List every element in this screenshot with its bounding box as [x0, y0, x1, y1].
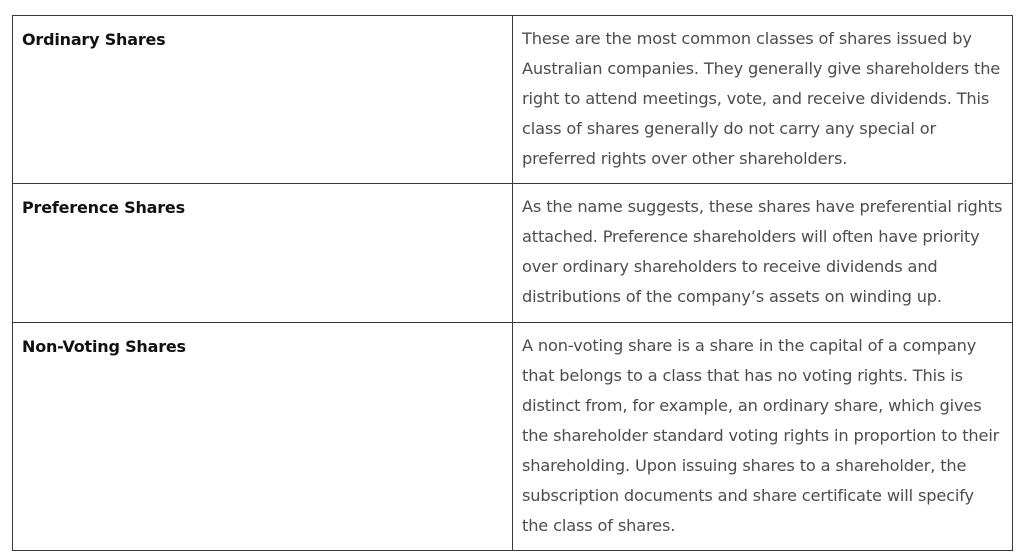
share-name-ordinary: Ordinary Shares — [22, 30, 166, 49]
table-row-preference-shares — [13, 184, 1013, 323]
share-classes-table — [12, 15, 1013, 551]
table-row-ordinary-shares — [13, 16, 1013, 184]
table-row-non-voting-shares — [13, 323, 1013, 551]
share-name-cell — [13, 184, 513, 323]
share-description-ordinary: These are the most common classes of shares issued by Australian companies. They generally give shareholders the right to attend meetings, vote, and receive dividends. This class of shares generally do not carry any special or preferred rights over other shareholders. — [522, 29, 1001, 168]
share-name-cell — [13, 323, 513, 551]
share-name-cell — [13, 16, 513, 184]
share-description-preference: As the name suggests, these shares have preferential rights attached. Preference shareholders will often have priority over ordinary shareholders to receive dividends and distributions of the company’s assets on winding up. — [522, 197, 1003, 306]
share-description-non-voting: A non-voting share is a share in the capital of a company that belongs to a class that has no voting rights. This is distinct from, for example, an ordinary share, which gives the shareholder standard voting rights in proportion to their shareholding. Upon issuing shares to a shareholder, the subscription documents and share certificate will specify the class of shares. — [522, 336, 1000, 535]
share-name-non-voting: Non-Voting Shares — [22, 337, 186, 356]
share-description-cell — [513, 16, 1013, 184]
share-description-cell — [513, 323, 1013, 551]
share-name-preference: Preference Shares — [22, 198, 185, 217]
share-description-cell — [513, 184, 1013, 323]
